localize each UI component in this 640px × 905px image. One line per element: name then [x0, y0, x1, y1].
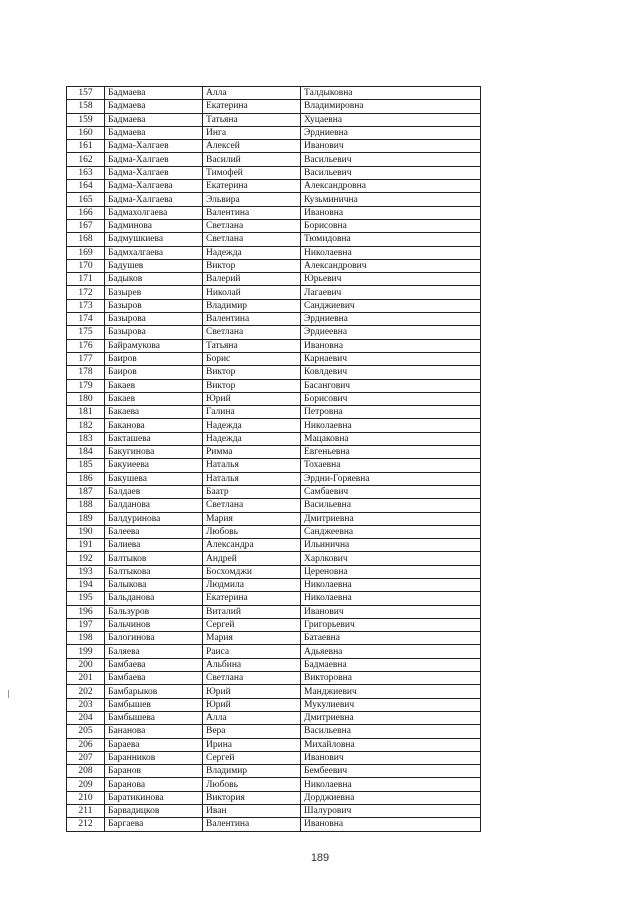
row-number-cell: 165: [67, 193, 105, 206]
patronymic-cell: Эрдни-Горяевна: [301, 472, 481, 485]
table-row: [67, 805, 481, 818]
first-name-cell: Юрий: [203, 685, 301, 698]
table-row: [67, 153, 481, 166]
row-number-cell: 208: [67, 765, 105, 778]
first-name-cell: Виктория: [203, 791, 301, 804]
patronymic-cell: Иванович: [301, 751, 481, 764]
first-name-cell: Екатерина: [203, 180, 301, 193]
patronymic-cell: Мацаковна: [301, 432, 481, 445]
patronymic-cell: Хуцаевна: [301, 113, 481, 126]
patronymic-cell: Ивановна: [301, 339, 481, 352]
row-number-cell: 166: [67, 206, 105, 219]
last-name-cell: Байрамукова: [105, 339, 203, 352]
first-name-cell: Инга: [203, 126, 301, 139]
last-name-cell: Бадмаева: [105, 113, 203, 126]
last-name-cell: Бадмаева: [105, 100, 203, 113]
row-number-cell: 189: [67, 512, 105, 525]
first-name-cell: Алексей: [203, 140, 301, 153]
patronymic-cell: Санджеевна: [301, 525, 481, 538]
patronymic-cell: Николаевна: [301, 578, 481, 591]
table-row: [67, 672, 481, 685]
last-name-cell: Бальданова: [105, 592, 203, 605]
last-name-cell: Балтыкова: [105, 565, 203, 578]
first-name-cell: Валентина: [203, 313, 301, 326]
row-number-cell: 175: [67, 326, 105, 339]
last-name-cell: Баранова: [105, 778, 203, 791]
last-name-cell: Бадмушкиева: [105, 233, 203, 246]
first-name-cell: Светлана: [203, 672, 301, 685]
patronymic-cell: Талдыковна: [301, 87, 481, 100]
row-number-cell: 199: [67, 645, 105, 658]
patronymic-cell: Басангович: [301, 379, 481, 392]
first-name-cell: Николай: [203, 286, 301, 299]
last-name-cell: Бакугинова: [105, 446, 203, 459]
table-row: [67, 658, 481, 671]
table-row: [67, 273, 481, 286]
last-name-cell: Баканова: [105, 419, 203, 432]
row-number-cell: 190: [67, 525, 105, 538]
last-name-cell: Баляева: [105, 645, 203, 658]
table-row: [67, 126, 481, 139]
row-number-cell: 204: [67, 711, 105, 724]
patronymic-cell: Васильевна: [301, 499, 481, 512]
last-name-cell: Бадмахолгаева: [105, 206, 203, 219]
row-number-cell: 196: [67, 605, 105, 618]
table-row: [67, 193, 481, 206]
table-row: [67, 206, 481, 219]
first-name-cell: Екатерина: [203, 592, 301, 605]
patronymic-cell: Ивановна: [301, 818, 481, 831]
first-name-cell: Валентина: [203, 818, 301, 831]
row-number-cell: 176: [67, 339, 105, 352]
patronymic-cell: Васильевна: [301, 725, 481, 738]
last-name-cell: Бадушев: [105, 259, 203, 272]
last-name-cell: Бадыков: [105, 273, 203, 286]
patronymic-cell: Самбаевич: [301, 485, 481, 498]
row-number-cell: 182: [67, 419, 105, 432]
table-row: [67, 472, 481, 485]
patronymic-cell: Николаевна: [301, 592, 481, 605]
last-name-cell: Бадма-Халгаев: [105, 153, 203, 166]
table-row: [67, 392, 481, 405]
last-name-cell: Баранов: [105, 765, 203, 778]
row-number-cell: 157: [67, 87, 105, 100]
patronymic-cell: Борисовна: [301, 219, 481, 232]
first-name-cell: Сергей: [203, 618, 301, 631]
row-number-cell: 158: [67, 100, 105, 113]
patronymic-cell: Карнаевич: [301, 352, 481, 365]
patronymic-cell: Иванович: [301, 605, 481, 618]
first-name-cell: Баатр: [203, 485, 301, 498]
table-row: [67, 645, 481, 658]
row-number-cell: 169: [67, 246, 105, 259]
first-name-cell: Юрий: [203, 698, 301, 711]
row-number-cell: 212: [67, 818, 105, 831]
patronymic-cell: Николаевна: [301, 778, 481, 791]
patronymic-cell: Юрьевич: [301, 273, 481, 286]
row-number-cell: 178: [67, 366, 105, 379]
row-number-cell: 194: [67, 578, 105, 591]
row-number-cell: 172: [67, 286, 105, 299]
row-number-cell: 183: [67, 432, 105, 445]
last-name-cell: Бадмхалгаева: [105, 246, 203, 259]
last-name-cell: Бадминова: [105, 219, 203, 232]
patronymic-cell: Евгеньевна: [301, 446, 481, 459]
patronymic-cell: Лагаевич: [301, 286, 481, 299]
patronymic-cell: Иванович: [301, 140, 481, 153]
first-name-cell: Андрей: [203, 552, 301, 565]
table-row: [67, 432, 481, 445]
table-row: [67, 313, 481, 326]
table-row: [67, 406, 481, 419]
first-name-cell: Мария: [203, 512, 301, 525]
first-name-cell: Надежда: [203, 432, 301, 445]
first-name-cell: Светлана: [203, 219, 301, 232]
patronymic-cell: Бембеевич: [301, 765, 481, 778]
first-name-cell: Екатерина: [203, 100, 301, 113]
row-number-cell: 180: [67, 392, 105, 405]
table-row: [67, 552, 481, 565]
table-row: [67, 605, 481, 618]
table-row: [67, 446, 481, 459]
row-number-cell: 184: [67, 446, 105, 459]
row-number-cell: 192: [67, 552, 105, 565]
patronymic-cell: Дмитриевна: [301, 711, 481, 724]
last-name-cell: Базырев: [105, 286, 203, 299]
last-name-cell: Бадма-Халгаева: [105, 180, 203, 193]
first-name-cell: Людмила: [203, 578, 301, 591]
last-name-cell: Бамбарыков: [105, 685, 203, 698]
patronymic-cell: Эрдиеевна: [301, 326, 481, 339]
last-name-cell: Балданова: [105, 499, 203, 512]
last-name-cell: Балыкова: [105, 578, 203, 591]
margin-mark: [8, 690, 9, 698]
table-row: [67, 778, 481, 791]
row-number-cell: 198: [67, 632, 105, 645]
patronymic-cell: Тохаевна: [301, 459, 481, 472]
last-name-cell: Бальчинов: [105, 618, 203, 631]
row-number-cell: 202: [67, 685, 105, 698]
first-name-cell: Владимир: [203, 299, 301, 312]
table-row: [67, 592, 481, 605]
table-row: [67, 725, 481, 738]
last-name-cell: Бакаев: [105, 392, 203, 405]
last-name-cell: Бамбаева: [105, 658, 203, 671]
first-name-cell: Алла: [203, 711, 301, 724]
table-row: [67, 578, 481, 591]
name-table-body: [67, 87, 481, 832]
table-row: [67, 499, 481, 512]
table-row: [67, 485, 481, 498]
last-name-cell: Балдуринова: [105, 512, 203, 525]
first-name-cell: Светлана: [203, 233, 301, 246]
table-row: [67, 326, 481, 339]
row-number-cell: 203: [67, 698, 105, 711]
table-row: [67, 698, 481, 711]
table-row: [67, 765, 481, 778]
table-row: [67, 818, 481, 831]
first-name-cell: Любовь: [203, 778, 301, 791]
row-number-cell: 207: [67, 751, 105, 764]
patronymic-cell: Викторовна: [301, 672, 481, 685]
first-name-cell: Александра: [203, 539, 301, 552]
last-name-cell: Бананова: [105, 725, 203, 738]
last-name-cell: Бадма-Халгаева: [105, 193, 203, 206]
table-row: [67, 246, 481, 259]
first-name-cell: Виктор: [203, 259, 301, 272]
row-number-cell: 193: [67, 565, 105, 578]
row-number-cell: 170: [67, 259, 105, 272]
patronymic-cell: Эрдниевна: [301, 126, 481, 139]
patronymic-cell: Дмитриевна: [301, 512, 481, 525]
row-number-cell: 174: [67, 313, 105, 326]
patronymic-cell: Санджиевич: [301, 299, 481, 312]
row-number-cell: 181: [67, 406, 105, 419]
last-name-cell: Базыров: [105, 299, 203, 312]
row-number-cell: 210: [67, 791, 105, 804]
table-row: [67, 259, 481, 272]
first-name-cell: Сергей: [203, 751, 301, 764]
table-row: [67, 180, 481, 193]
first-name-cell: Виталий: [203, 605, 301, 618]
patronymic-cell: Григорьевич: [301, 618, 481, 631]
first-name-cell: Надежда: [203, 419, 301, 432]
table-row: [67, 751, 481, 764]
first-name-cell: Мария: [203, 632, 301, 645]
last-name-cell: Бакаев: [105, 379, 203, 392]
first-name-cell: Виктор: [203, 366, 301, 379]
last-name-cell: Бамбышев: [105, 698, 203, 711]
last-name-cell: Бадма-Халгаев: [105, 166, 203, 179]
page-number: 189: [310, 852, 330, 864]
table-row: [67, 366, 481, 379]
table-row: [67, 565, 481, 578]
first-name-cell: Вера: [203, 725, 301, 738]
last-name-cell: Балогинова: [105, 632, 203, 645]
row-number-cell: 163: [67, 166, 105, 179]
last-name-cell: Базырова: [105, 313, 203, 326]
row-number-cell: 195: [67, 592, 105, 605]
row-number-cell: 197: [67, 618, 105, 631]
last-name-cell: Бамбышева: [105, 711, 203, 724]
first-name-cell: Ирина: [203, 738, 301, 751]
row-number-cell: 205: [67, 725, 105, 738]
patronymic-cell: Александрович: [301, 259, 481, 272]
row-number-cell: 168: [67, 233, 105, 246]
table-row: [67, 219, 481, 232]
patronymic-cell: Ковлдевич: [301, 366, 481, 379]
patronymic-cell: Александровна: [301, 180, 481, 193]
row-number-cell: 159: [67, 113, 105, 126]
table-row: [67, 632, 481, 645]
first-name-cell: Любовь: [203, 525, 301, 538]
first-name-cell: Владимир: [203, 765, 301, 778]
first-name-cell: Валентина: [203, 206, 301, 219]
first-name-cell: Алла: [203, 87, 301, 100]
first-name-cell: Татьяна: [203, 339, 301, 352]
row-number-cell: 171: [67, 273, 105, 286]
last-name-cell: Балеева: [105, 525, 203, 538]
table-row: [67, 299, 481, 312]
patronymic-cell: Батаевна: [301, 632, 481, 645]
last-name-cell: Баранников: [105, 751, 203, 764]
last-name-cell: Бамбаева: [105, 672, 203, 685]
first-name-cell: Иван: [203, 805, 301, 818]
name-table: [66, 86, 481, 832]
first-name-cell: Галина: [203, 406, 301, 419]
row-number-cell: 201: [67, 672, 105, 685]
last-name-cell: Балдаев: [105, 485, 203, 498]
row-number-cell: 185: [67, 459, 105, 472]
last-name-cell: Бальзуров: [105, 605, 203, 618]
first-name-cell: Босхомджи: [203, 565, 301, 578]
row-number-cell: 191: [67, 539, 105, 552]
row-number-cell: 187: [67, 485, 105, 498]
first-name-cell: Раиса: [203, 645, 301, 658]
row-number-cell: 164: [67, 180, 105, 193]
first-name-cell: Татьяна: [203, 113, 301, 126]
table-row: [67, 352, 481, 365]
first-name-cell: Наталья: [203, 459, 301, 472]
patronymic-cell: Кузьминична: [301, 193, 481, 206]
patronymic-cell: Тюмидовна: [301, 233, 481, 246]
first-name-cell: Светлана: [203, 326, 301, 339]
last-name-cell: Бакташева: [105, 432, 203, 445]
patronymic-cell: Васильевич: [301, 166, 481, 179]
last-name-cell: Бакуиеева: [105, 459, 203, 472]
last-name-cell: Баргаева: [105, 818, 203, 831]
last-name-cell: Бараева: [105, 738, 203, 751]
row-number-cell: 206: [67, 738, 105, 751]
patronymic-cell: Мукулиевич: [301, 698, 481, 711]
table-row: [67, 512, 481, 525]
last-name-cell: Бакушева: [105, 472, 203, 485]
patronymic-cell: Михайловна: [301, 738, 481, 751]
row-number-cell: 167: [67, 219, 105, 232]
last-name-cell: Бадмаева: [105, 87, 203, 100]
last-name-cell: Балтыков: [105, 552, 203, 565]
first-name-cell: Василий: [203, 153, 301, 166]
row-number-cell: 179: [67, 379, 105, 392]
first-name-cell: Эльвира: [203, 193, 301, 206]
table-row: [67, 166, 481, 179]
last-name-cell: Барвадицков: [105, 805, 203, 818]
patronymic-cell: Васильевич: [301, 153, 481, 166]
patronymic-cell: Адьяевна: [301, 645, 481, 658]
row-number-cell: 209: [67, 778, 105, 791]
first-name-cell: Валерий: [203, 273, 301, 286]
table-row: [67, 379, 481, 392]
patronymic-cell: Манджиевич: [301, 685, 481, 698]
row-number-cell: 200: [67, 658, 105, 671]
first-name-cell: Виктор: [203, 379, 301, 392]
patronymic-cell: Цереновна: [301, 565, 481, 578]
patronymic-cell: Эрдниевна: [301, 313, 481, 326]
last-name-cell: Базырова: [105, 326, 203, 339]
patronymic-cell: Петровна: [301, 406, 481, 419]
patronymic-cell: Шалурович: [301, 805, 481, 818]
row-number-cell: 173: [67, 299, 105, 312]
row-number-cell: 186: [67, 472, 105, 485]
last-name-cell: Бадмаева: [105, 126, 203, 139]
table-row: [67, 419, 481, 432]
last-name-cell: Баратикинова: [105, 791, 203, 804]
table-row: [67, 339, 481, 352]
patronymic-cell: Николаевна: [301, 246, 481, 259]
table-row: [67, 113, 481, 126]
table-row: [67, 233, 481, 246]
first-name-cell: Надежда: [203, 246, 301, 259]
table-row: [67, 286, 481, 299]
last-name-cell: Бадма-Халгаев: [105, 140, 203, 153]
row-number-cell: 161: [67, 140, 105, 153]
first-name-cell: Светлана: [203, 499, 301, 512]
table-row: [67, 539, 481, 552]
patronymic-cell: Бадмаевна: [301, 658, 481, 671]
patronymic-cell: Ильинична: [301, 539, 481, 552]
table-row: [67, 685, 481, 698]
first-name-cell: Борис: [203, 352, 301, 365]
first-name-cell: Наталья: [203, 472, 301, 485]
row-number-cell: 177: [67, 352, 105, 365]
table-row: [67, 525, 481, 538]
first-name-cell: Альбина: [203, 658, 301, 671]
table-row: [67, 140, 481, 153]
last-name-cell: Баиров: [105, 366, 203, 379]
last-name-cell: Бакаева: [105, 406, 203, 419]
row-number-cell: 211: [67, 805, 105, 818]
patronymic-cell: Владимировна: [301, 100, 481, 113]
row-number-cell: 162: [67, 153, 105, 166]
table-row: [67, 87, 481, 100]
patronymic-cell: Дорджиевна: [301, 791, 481, 804]
patronymic-cell: Николаевна: [301, 419, 481, 432]
last-name-cell: Баиров: [105, 352, 203, 365]
row-number-cell: 160: [67, 126, 105, 139]
patronymic-cell: Борисович: [301, 392, 481, 405]
last-name-cell: Балиева: [105, 539, 203, 552]
table-row: [67, 711, 481, 724]
first-name-cell: Тимофей: [203, 166, 301, 179]
table-row: [67, 791, 481, 804]
row-number-cell: 188: [67, 499, 105, 512]
first-name-cell: Юрий: [203, 392, 301, 405]
table-row: [67, 100, 481, 113]
first-name-cell: Римма: [203, 446, 301, 459]
patronymic-cell: Харлкович: [301, 552, 481, 565]
table-row: [67, 459, 481, 472]
patronymic-cell: Ивановна: [301, 206, 481, 219]
table-row: [67, 738, 481, 751]
table-row: [67, 618, 481, 631]
